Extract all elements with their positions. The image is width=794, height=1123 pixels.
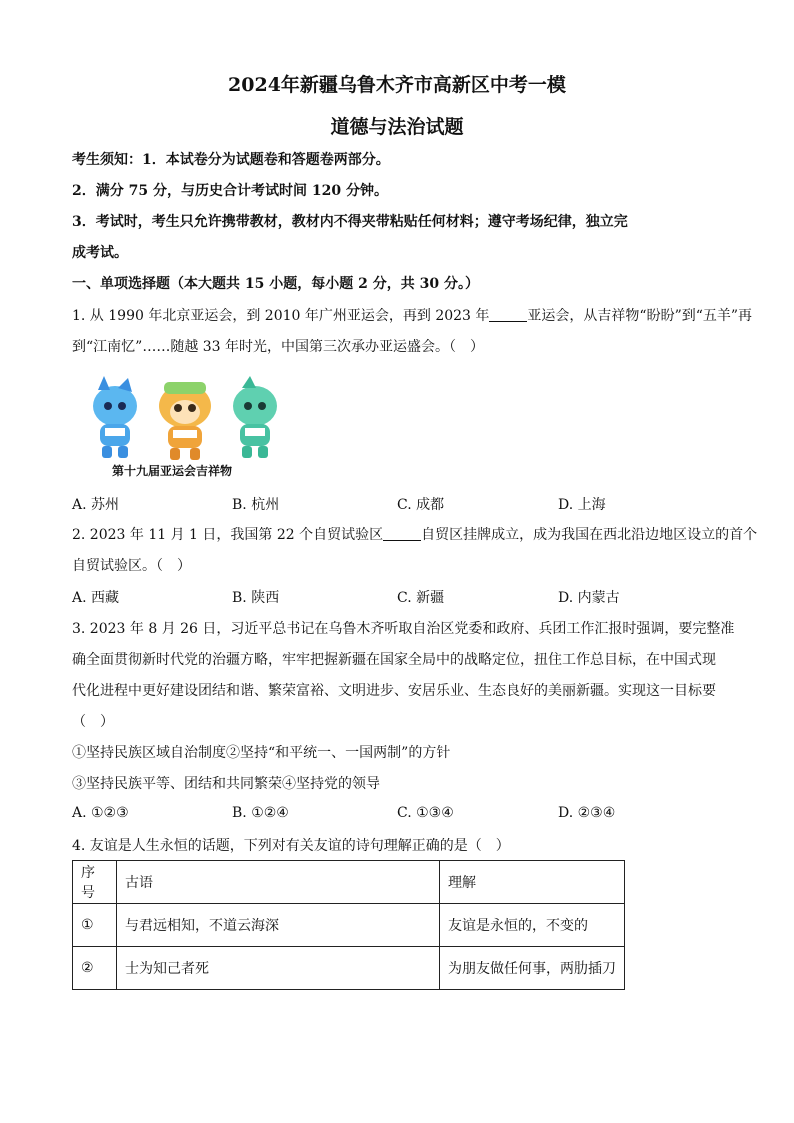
q3-option-d[interactable]: D. ②③④	[558, 805, 616, 821]
row-meaning: 友谊是永恒的，不变的	[440, 904, 625, 947]
row-quote: 士为知己者死	[117, 947, 440, 990]
q1-option-c[interactable]: C. 成都	[397, 497, 445, 513]
q1-options	[72, 494, 732, 514]
q3-stem-line-3: 代化进程中更好建设团结和谐、繁荣富裕、文明进步、安居乐业、生态良好的美丽新疆。实现这一目标要	[72, 683, 716, 699]
q3-choice-line-2: ③坚持民族平等、团结和共同繁荣④坚持党的领导	[72, 776, 380, 792]
notes-line-4: 成考试。	[72, 245, 128, 261]
image-caption: 第十九届亚运会吉祥物	[112, 464, 233, 478]
section-heading: 一、单项选择题（本大题共 15 小题，每小题 2 分，共 30 分。）	[72, 276, 479, 292]
q2-text-a: 2. 2023 年 11 月 1 日，我国第 22 个自贸试验区	[72, 527, 384, 543]
table-row	[73, 947, 625, 990]
q2-text-b: 自贸区挂牌成立，成为我国在西北沿边地区设立的首个	[421, 527, 758, 543]
row-quote: 与君远相知，不道云海深	[117, 904, 440, 947]
table-header-row	[73, 861, 625, 904]
q3-choice-line-1: ①坚持民族区域自治制度②坚持“和平统一、一国两制”的方针	[72, 745, 451, 761]
q3-stem-line-4: （ ）	[72, 714, 114, 730]
q1-option-a[interactable]: A. 苏州	[72, 497, 120, 513]
page-title: 2024年新疆乌鲁木齐市高新区中考一模	[228, 74, 566, 96]
q2-option-c[interactable]: C. 新疆	[397, 590, 445, 606]
q3-stem-line-1: 3. 2023 年 8 月 26 日，习近平总书记在乌鲁木齐听取自治区党委和政府、兵团工作汇报时强调，要完整准	[72, 621, 735, 637]
q3-options	[72, 805, 732, 825]
answer-blank	[489, 307, 527, 322]
q2-stem-line-1	[72, 525, 758, 545]
q2-option-b[interactable]: B. 陕西	[232, 590, 280, 606]
q3-option-a[interactable]: A. ①②③	[72, 805, 129, 821]
q1-option-d[interactable]: D. 上海	[558, 497, 606, 513]
header-meaning: 理解	[440, 861, 625, 904]
q4-stem: 4. 友谊是人生永恒的话题，下列对有关友谊的诗句理解正确的是（ ）	[72, 838, 510, 854]
table-row	[73, 904, 625, 947]
q4-table	[72, 860, 625, 990]
notes-line-3: 3．考试时，考生只允许携带教材，教材内不得夹带粘贴任何材料；遵守考场纪律，独立完	[72, 214, 628, 230]
q1-text-b: 亚运会，从吉祥物“盼盼”到“五羊”再	[527, 308, 753, 324]
q2-option-d[interactable]: D. 内蒙古	[558, 590, 620, 606]
notes-line-1: 考生须知：1．本试卷分为试题卷和答题卷两部分。	[72, 152, 390, 168]
answer-blank	[383, 526, 421, 541]
q2-options	[72, 587, 732, 607]
row-index: ①	[73, 904, 117, 947]
mascot-yellow-icon	[159, 382, 211, 460]
mascot-blue-icon	[93, 376, 137, 458]
q3-option-c[interactable]: C. ①③④	[397, 805, 454, 821]
q1-text-a: 1. 从 1990 年北京亚运会，到 2010 年广州亚运会，再到 2023 年	[72, 308, 490, 324]
mascots-image	[80, 376, 290, 462]
header-quote: 古语	[117, 861, 440, 904]
mascot-green-icon	[233, 376, 277, 458]
q1-stem-line-1	[72, 306, 753, 326]
q3-option-b[interactable]: B. ①②④	[232, 805, 289, 821]
page-subtitle: 道德与法治试题	[330, 116, 464, 138]
notes-line-2: 2．满分 75 分，与历史合计考试时间 120 分钟。	[72, 183, 388, 199]
row-meaning: 为朋友做任何事，两肋插刀	[440, 947, 625, 990]
q2-stem-line-2: 自贸试验区。（ ）	[72, 558, 191, 574]
header-index: 序号	[73, 861, 117, 904]
q3-stem-line-2: 确全面贯彻新时代党的治疆方略，牢牢把握新疆在国家全局中的战略定位，扭住工作总目标，在中国式现	[72, 652, 716, 668]
q1-stem-line-2: 到“江南忆”……随越 33 年时光，中国第三次承办亚运盛会。（ ）	[72, 339, 485, 355]
q2-option-a[interactable]: A. 西藏	[72, 590, 120, 606]
row-index: ②	[73, 947, 117, 990]
q1-option-b[interactable]: B. 杭州	[232, 497, 280, 513]
